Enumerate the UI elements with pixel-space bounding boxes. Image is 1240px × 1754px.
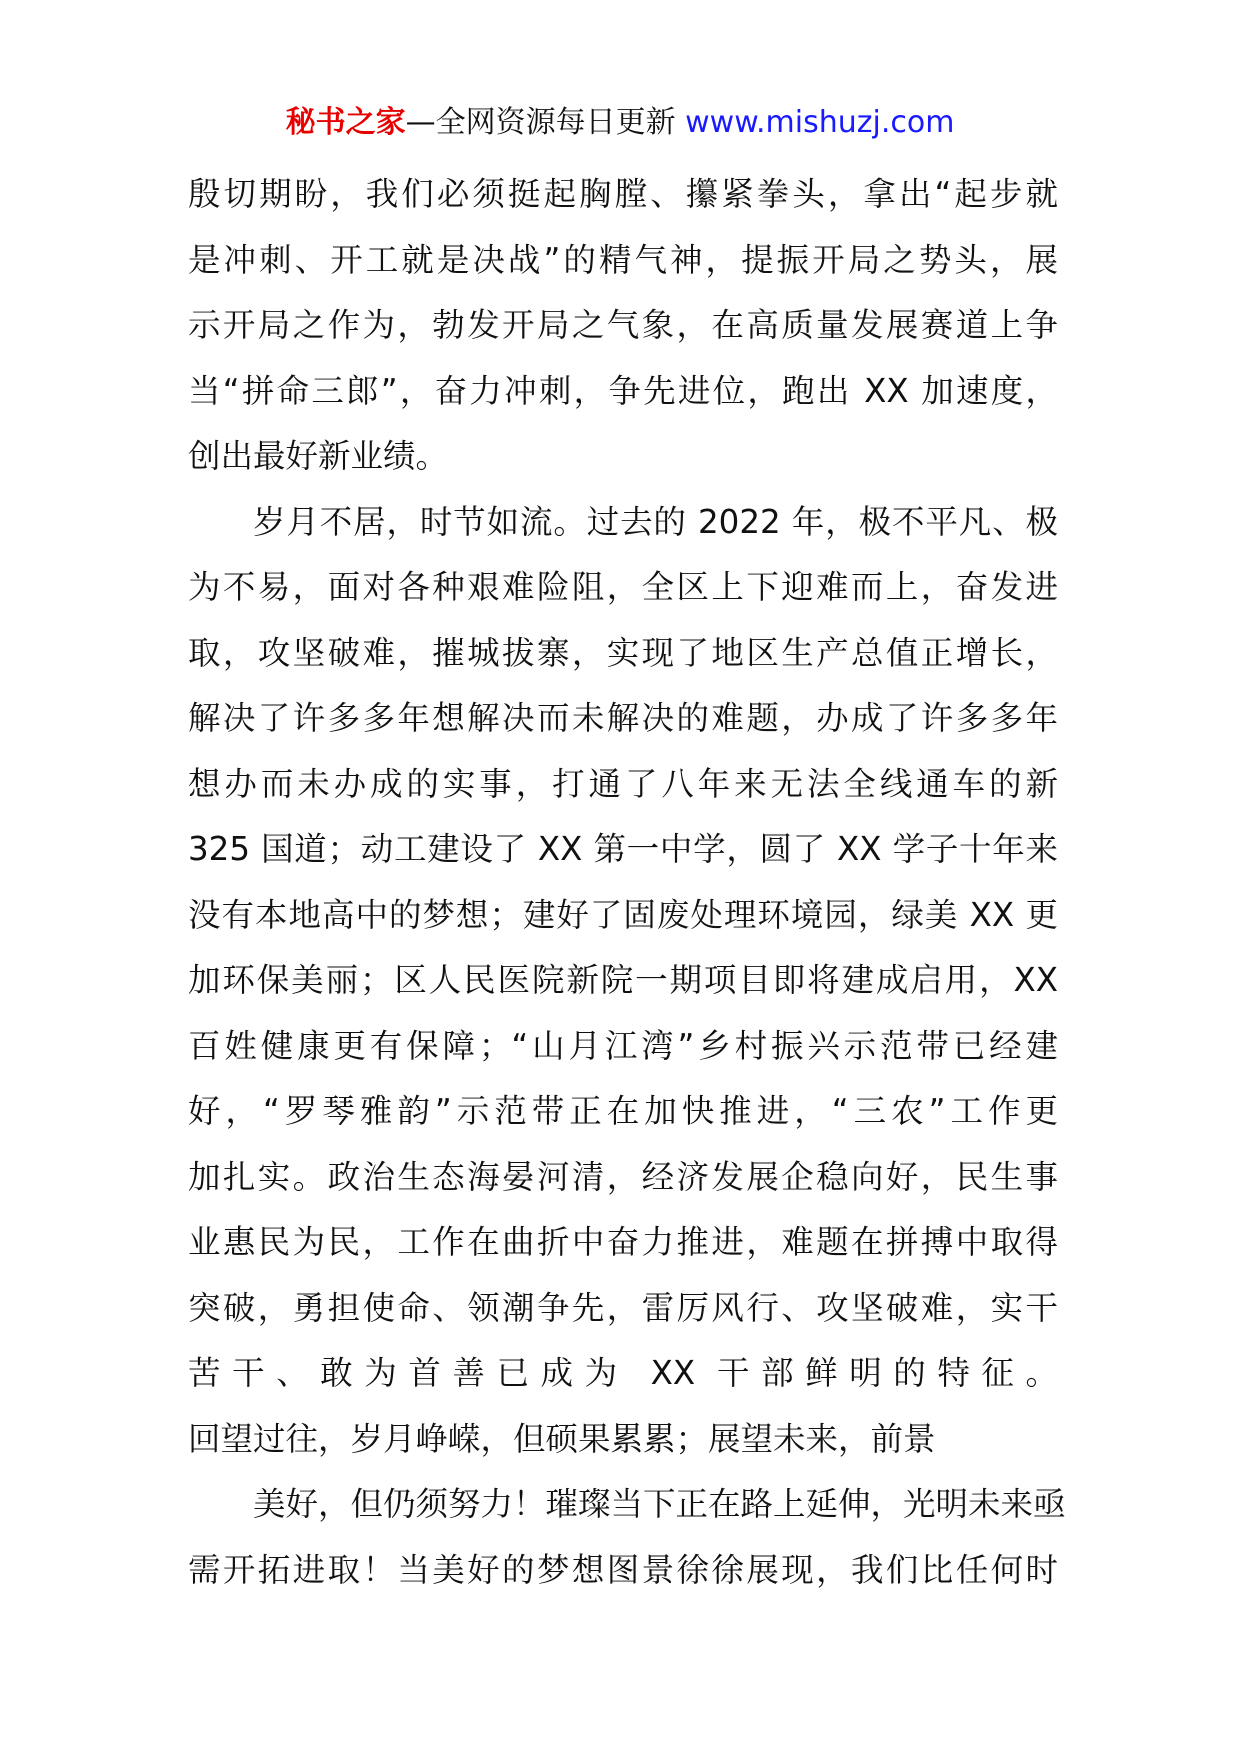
text-line: 是冲刺、开工就是决战”的精气神，提振开局之势头，展 [188,240,1058,279]
paragraph-first-line: 岁月不居，时节如流。过去的 2022 年，极不平凡、极 [253,502,1058,541]
text-line: 没有本地高中的梦想；建好了固废处理环境园，绿美 XX 更 [188,895,1058,934]
text-line [188,1603,1058,1669]
text-line: 回望过往，岁月峥嵘，但硕果累累；展望未来，前景 [188,1419,936,1458]
text-line: 想办而未办成的实事，打通了八年来无法全线通车的新 [188,764,1058,803]
text-line: 突破，勇担使命、领潮争先，雷厉风行、攻坚破难，实干 [188,1288,1058,1327]
text-line: 需开拓进取！当美好的梦想图景徐徐展现，我们比任何时 [188,1550,1058,1589]
header-tagline: —全网资源每日更新 [405,105,676,140]
document-body [188,162,1066,1669]
text-line: 取，攻坚破难，摧城拔寨，实现了地区生产总值正增长， [188,633,1058,672]
text-line: 当“拼命三郎”，奋力冲刺，争先进位，跑出 XX 加速度， [188,371,1058,410]
text-line: 创出最好新业绩。 [188,437,449,475]
paragraph-first-line: 美好，但仍须努力！璀璨当下正在路上延伸，光明未来亟 [253,1485,1066,1523]
header-brand: 秘书之家 [285,105,406,140]
text-line: 殷切期盼，我们必须挺起胸膛、攥紧拳头，拿出“起步就 [188,175,1058,213]
text-line: 加扎实。政治生态海晏河清，经济发展企稳向好，民生事 [188,1157,1058,1196]
text-line: 加环保美丽；区人民医院新院一期项目即将建成启用，XX [188,961,1058,999]
header-site-link[interactable]: www.mishuzj.com [685,105,955,140]
text-line: 苦干、敢为首善已成为 XX 干部鲜明的特征。 [188,1354,1058,1392]
text-line: 325 国道；动工建设了 XX 第一中学，圆了 XX 学子十年来 [188,830,1058,868]
text-line: 示开局之作为，勃发开局之气象，在高质量发展赛道上争 [188,306,1058,344]
page-header [0,100,1240,146]
text-line: 业惠民为民，工作在曲折中奋力推进，难题在拼搏中取得 [188,1223,1058,1261]
text-line: 为不易，面对各种艰难险阻，全区上下迎难而上，奋发进 [188,568,1058,606]
text-line: 好，“罗琴雅韵”示范带正在加快推进，“三农”工作更 [188,1092,1058,1130]
text-line: 解决了许多多年想解决而未解决的难题，办成了许多多年 [188,699,1058,737]
text-line: 百姓健康更有保障；“山月江湾”乡村振兴示范带已经建 [188,1026,1058,1065]
